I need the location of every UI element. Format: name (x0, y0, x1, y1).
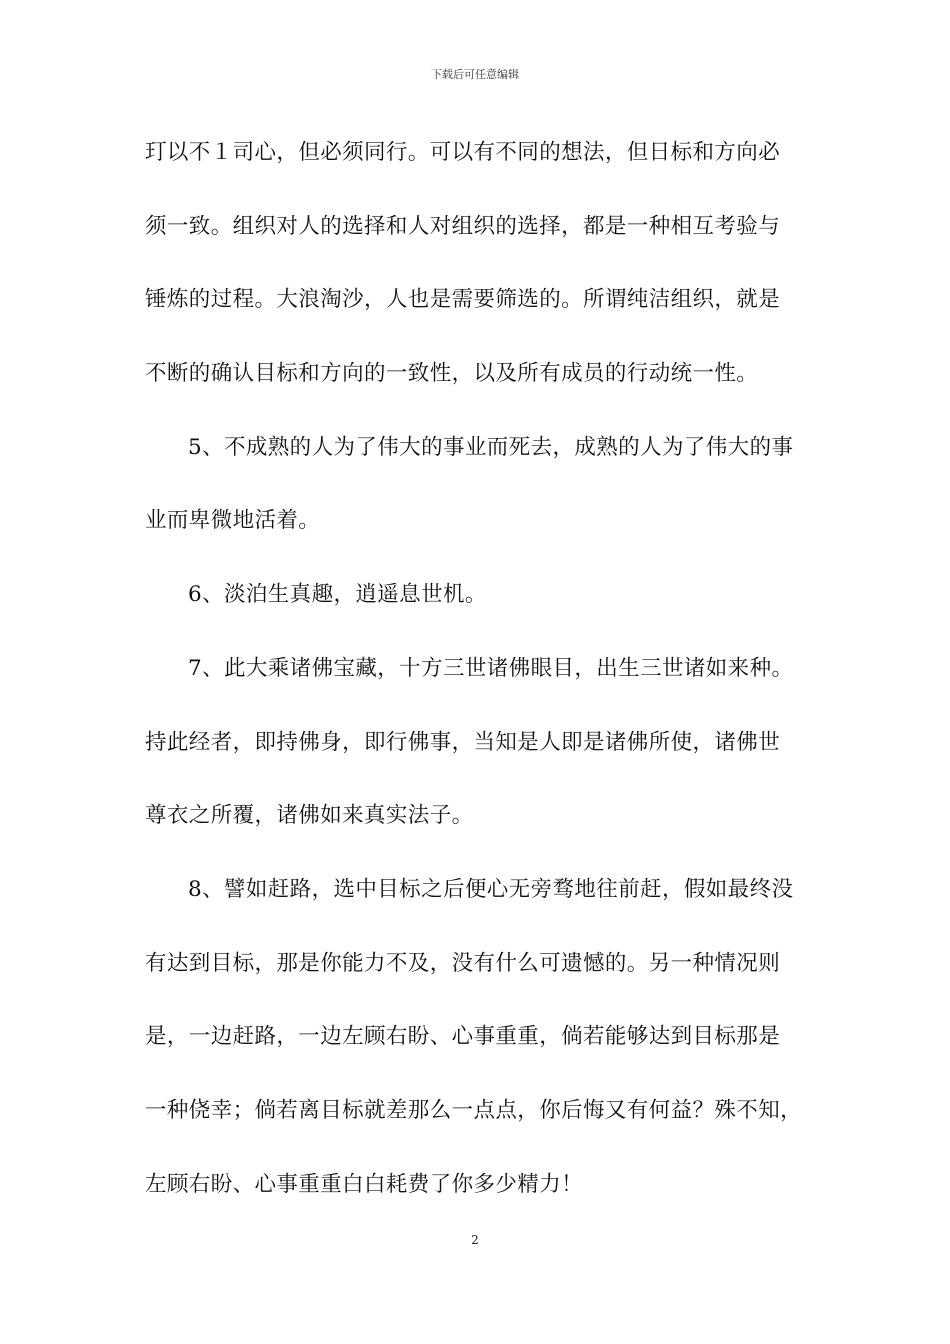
text-line: 须一致。组织对人的选择和人对组织的选择，都是一种相互考验与 (145, 213, 781, 239)
text-line: 持此经者，即持佛身，即行佛事，当知是人即是诸佛所使，诸佛世 (145, 729, 781, 755)
text-line: 尊衣之所覆，诸佛如来真实法子。 (145, 803, 474, 829)
text-line: 有达到目标，那是你能力不及，没有什么可遗憾的。另一种情况则 (145, 950, 781, 976)
text-line: 锤炼的过程。大浪淘沙，人也是需要筛选的。所谓纯洁组织，就是 (145, 287, 781, 313)
text-line: 不断的确认目标和方向的一致性，以及所有成员的行动统一性。 (145, 361, 759, 387)
paragraph-8-start: 8、譬如赶路，选中目标之后便心无旁骛地往前赶，假如最终没 (188, 876, 794, 902)
text-line: 一种侥幸；倘若离目标就差那么一点点，你后悔又有何益？殊不知， (145, 1097, 803, 1123)
paragraph-5-start: 5、不成熟的人为了伟大的事业而死去，成熟的人为了伟大的事 (188, 434, 794, 460)
text-line: 玎以不１司心，但必须同行。可以有不同的想法，但日标和方向必 (145, 140, 781, 165)
text-line: 是，一边赶路，一边左顾右盼、心事重重，倘若能够达到目标那是 (145, 1024, 781, 1050)
text-line: 左顾右盼、心事重重白白耗费了你多少精力！ (145, 1171, 584, 1197)
paragraph-7-start: 7、此大乘诸佛宝藏，十方三世诸佛眼目，出生三世诸如来种。 (188, 655, 794, 681)
document-body (145, 130, 810, 1235)
text-line: 业而卑微地活着。 (145, 508, 321, 534)
paragraph-6: 6、淡泊生真趣，逍遥息世机。 (188, 582, 487, 608)
page-header: 下载后可任意编辑 (431, 68, 519, 81)
page-number: 2 (471, 1233, 479, 1247)
